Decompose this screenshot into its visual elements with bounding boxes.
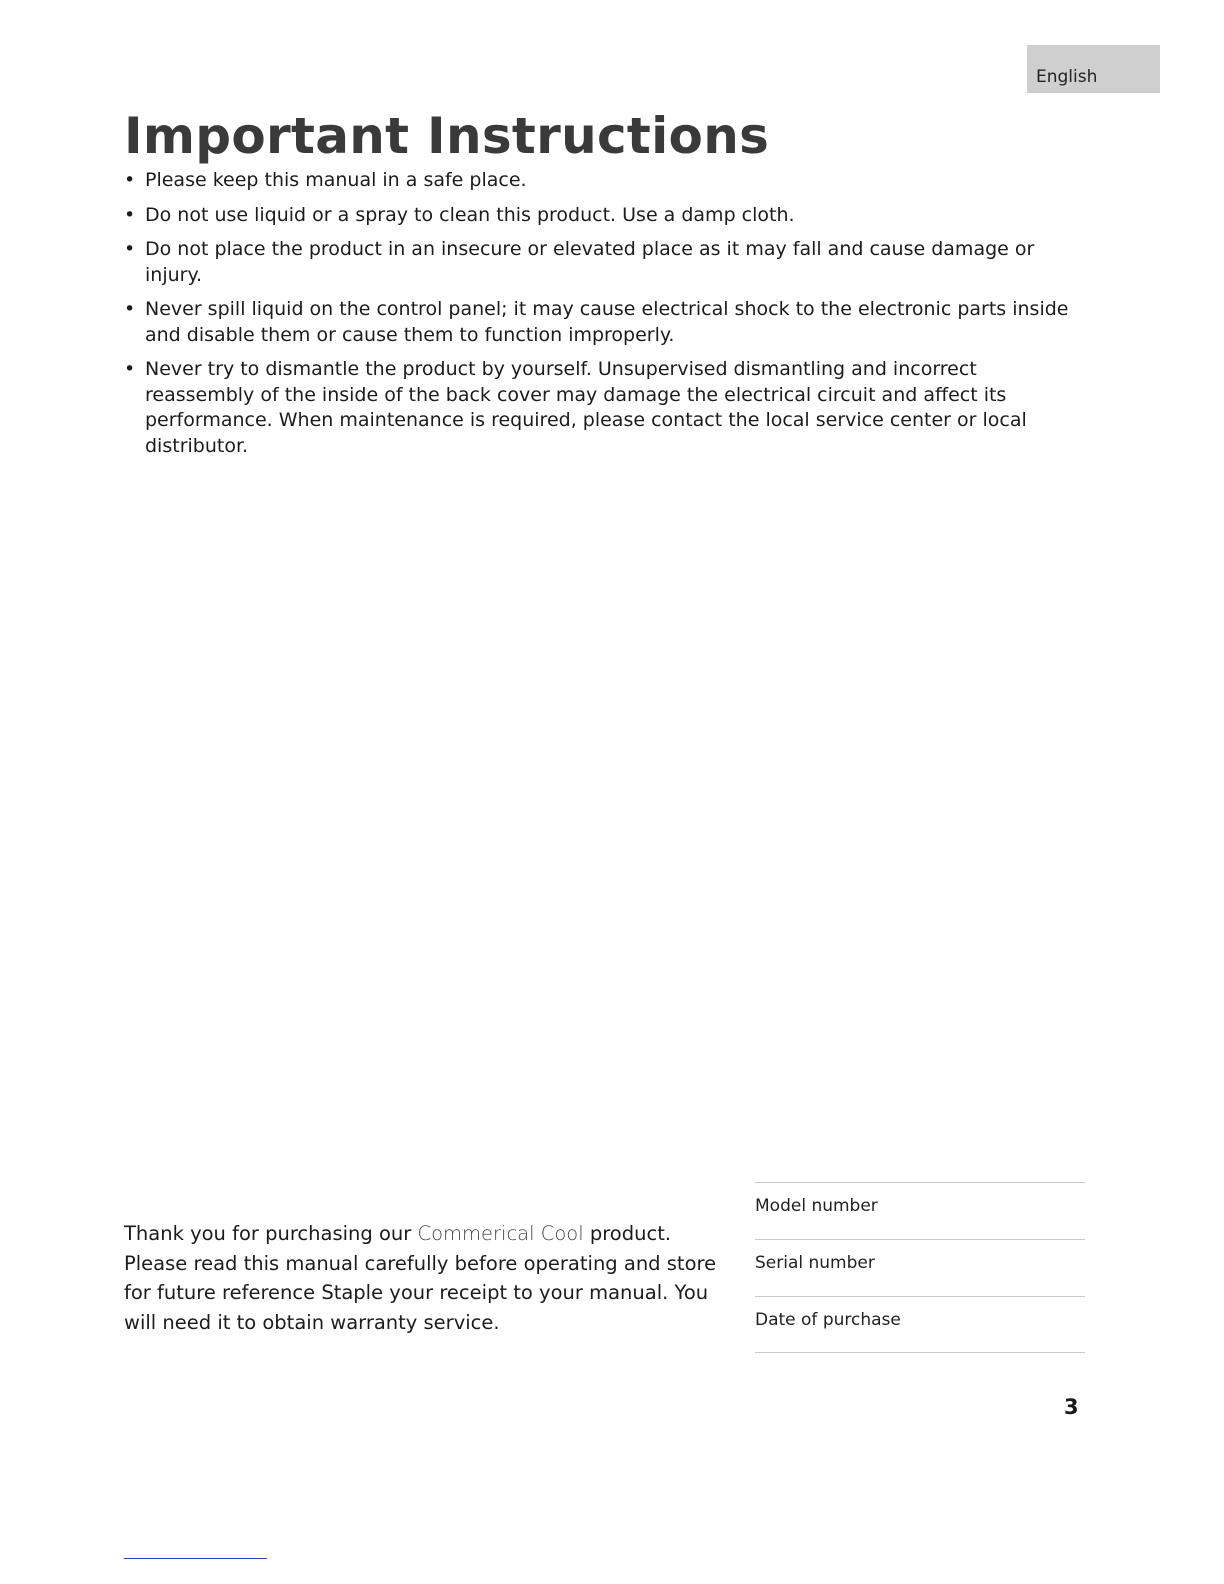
bullet-icon: • xyxy=(124,238,136,260)
instruction-text: Please keep this manual in a safe place. xyxy=(145,169,527,191)
model-number-field xyxy=(755,1182,1085,1239)
instruction-list xyxy=(124,168,1084,468)
instruction-item xyxy=(124,297,1084,348)
intro-text-end: product. Please read this manual carefully before operating and store for future reference Staple your receipt to your manual. You will need it to obtain warranty service. xyxy=(124,1222,717,1334)
page-number: 3 xyxy=(1064,1395,1079,1419)
instruction-text: Do not use liquid or a spray to clean this product. Use a damp cloth. xyxy=(145,203,795,226)
intro-text-start: Thank you for purchasing our xyxy=(124,1222,418,1245)
language-tab: English xyxy=(1027,45,1160,93)
instruction-item xyxy=(124,357,1084,459)
instruction-text: Do not place the product in an insecure or elevated place as it may fall and cause damage or injury. xyxy=(145,238,1035,286)
footer-rule xyxy=(124,1558,267,1559)
date-of-purchase-label: Date of purchase xyxy=(755,1310,901,1330)
serial-number-field xyxy=(755,1239,1085,1296)
page-title: Important Instructions xyxy=(124,107,770,165)
bullet-icon: • xyxy=(124,298,136,320)
thank-you-paragraph xyxy=(124,1219,734,1337)
serial-number-label: Serial number xyxy=(755,1253,875,1273)
instruction-item xyxy=(124,168,1084,194)
brand-name: Commerical Cool xyxy=(417,1222,584,1245)
bullet-icon: • xyxy=(124,358,136,380)
instruction-item xyxy=(124,237,1084,288)
date-of-purchase-field xyxy=(755,1296,1085,1353)
model-number-label: Model number xyxy=(755,1196,878,1216)
instruction-item xyxy=(124,203,1084,229)
bullet-icon: • xyxy=(124,203,136,226)
instruction-text: Never spill liquid on the control panel; it may cause electrical shock to the electronic parts inside and disable them or cause them to function improperly. xyxy=(145,298,1069,346)
purchase-record-form xyxy=(755,1182,1085,1353)
instruction-text: Never try to dismantle the product by yourself. Unsupervised dismantling and incorrect reassembly of the inside of the back cover may damage the electrical circuit and affect its performance. When maintenance is required, please contact the local service center or local distributor. xyxy=(145,358,1027,457)
bullet-icon: • xyxy=(124,169,136,191)
